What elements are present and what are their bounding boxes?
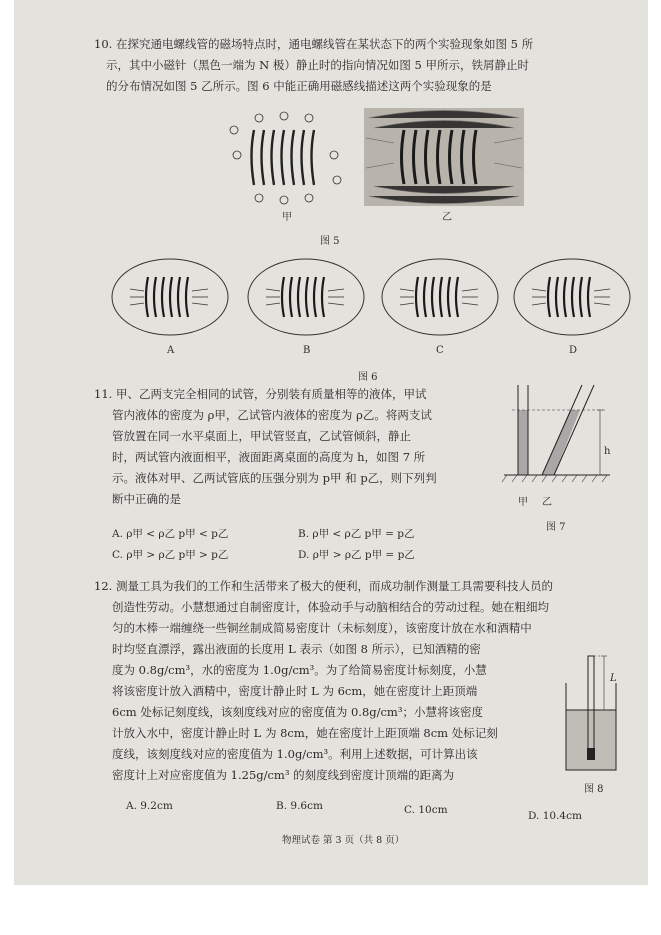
q11-option-a: A. ρ甲 < ρ乙 p甲 < p乙 — [112, 528, 229, 540]
page-footer: 物理试卷 第 3 页（共 8 页） — [282, 835, 405, 846]
q12-line-6: 将该密度计放入酒精中，密度计静止时 L 为 6cm，她在密度计上距顶端 — [112, 684, 478, 698]
fig7-label-h: h — [604, 446, 611, 457]
fig7-label-yi: 乙 — [542, 497, 552, 508]
q11-option-d: D. ρ甲 > ρ乙 p甲 = p乙 — [298, 549, 415, 561]
fig7-label-jia: 甲 — [518, 497, 528, 508]
fig5-label-yi: 乙 — [442, 212, 452, 223]
q12-line-8: 计放入水中，密度计静止时 L 为 8cm，她在密度计上距顶端 8cm 处标记刻 — [112, 726, 498, 740]
q11-option-b: B. ρ甲 < ρ乙 p甲 = p乙 — [298, 528, 415, 540]
fig6-caption: 图 6 — [358, 372, 378, 383]
q12-line-3: 匀的木棒一端缠绕一些铜丝制成简易密度计（未标刻度），该密度计放在水和酒精中 — [112, 621, 532, 635]
q10-line-1: 10. 在探究通电螺线管的磁场特点时，通电螺线管在某状态下的两个实验现象如图 5 所 — [94, 37, 534, 51]
q12-option-b: B. 9.6cm — [276, 800, 323, 812]
fig6-label-a: A — [167, 345, 175, 356]
fig7-caption: 图 7 — [546, 522, 566, 533]
figure-5-iron-filings — [364, 108, 524, 206]
fig8-caption: 图 8 — [584, 784, 604, 795]
figure-6-option-b — [246, 255, 366, 340]
fig6-label-b: B — [303, 345, 311, 356]
fig5-caption: 图 5 — [320, 236, 340, 247]
exam-page — [14, 0, 648, 885]
q11-line-2: 管内液体的密度为 ρ甲，乙试管内液体的密度为 ρ乙。将两支试 — [112, 408, 432, 422]
q12-option-d: D. 10.4cm — [528, 810, 582, 822]
q11-line-6: 断中正确的是 — [112, 492, 181, 506]
q10-line-3: 的分布情况如图 5 乙所示。图 6 中能正确用磁感线描述这两个实验现象的是 — [106, 79, 492, 93]
q11-option-c: C. ρ甲 > ρ乙 p甲 > p乙 — [112, 549, 229, 561]
figure-6-option-a — [110, 255, 230, 340]
q12-line-2: 创造性劳动。小慧想通过自制密度计，体验动手与动脑相结合的劳动过程。她在粗细均 — [112, 600, 549, 614]
figure-5-compass-solenoid — [219, 110, 359, 205]
q12-line-4: 时均竖直漂浮，露出液面的长度用 L 表示（如图 8 所示），已知酒精的密 — [112, 642, 481, 656]
figure-6-option-d — [512, 255, 632, 340]
q12-line-1: 12. 测量工具为我们的工作和生活带来了极大的便利，而成功制作测量工具需要科技人员的 — [94, 579, 553, 593]
q12-line-5: 度为 0.8g/cm³，水的密度为 1.0g/cm³。为了给简易密度计标刻度，小慧 — [112, 663, 487, 677]
fig6-label-d: D — [569, 345, 578, 356]
fig8-label-l: L — [610, 673, 617, 684]
q11-line-5: 示。液体对甲、乙两试管底的压强分别为 p甲 和 p乙，则下列判 — [112, 471, 437, 485]
figure-8-densimeter-beaker — [556, 648, 636, 778]
q10-line-2: 示，其中小磁针（黑色一端为 N 极）静止时的指向情况如图 5 甲所示，铁屑静止时 — [106, 58, 529, 72]
q11-line-1: 11. 甲、乙两支完全相同的试管，分别装有质量相等的液体，甲试 — [94, 387, 427, 401]
q12-line-10: 密度计上对应密度值为 1.25g/cm³ 的刻度线到密度计顶端的距离为 — [112, 768, 455, 782]
q12-line-9: 度线，该刻度线对应的密度值为 1.0g/cm³。利用上述数据，可计算出该 — [112, 747, 478, 761]
q11-line-3: 管放置在同一水平桌面上，甲试管竖直，乙试管倾斜，静止 — [112, 429, 411, 443]
fig5-label-jia: 甲 — [282, 212, 292, 223]
figure-7-test-tubes — [502, 380, 612, 490]
figure-6-option-c — [380, 255, 500, 340]
q12-option-a: A. 9.2cm — [126, 800, 173, 812]
q11-line-4: 时，两试管内液面相平，液面距离桌面的高度为 h，如图 7 所 — [112, 450, 426, 464]
q12-option-c: C. 10cm — [404, 804, 448, 816]
q12-line-7: 6cm 处标记刻度线，该刻度线对应的密度值为 0.8g/cm³；小慧将该密度 — [112, 705, 483, 719]
fig6-label-c: C — [436, 345, 444, 356]
